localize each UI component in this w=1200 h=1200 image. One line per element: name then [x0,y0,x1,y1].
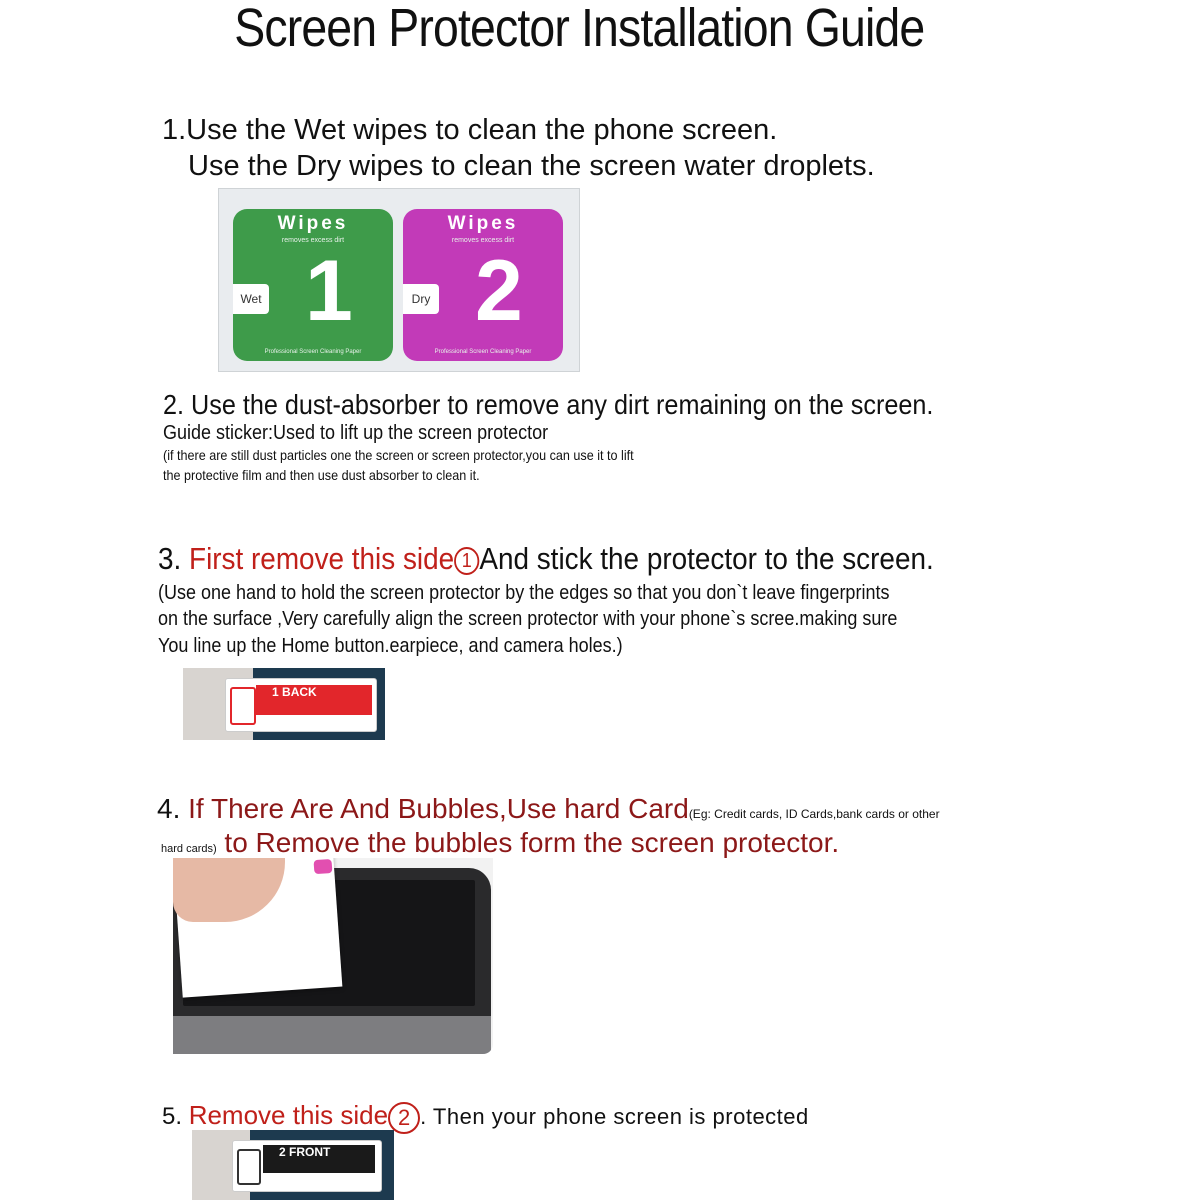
dry-wipe-sub: removes excess dirt [451,237,515,244]
step4-small-text: (Eg: Credit cards, ID Cards,bank cards or other [688,807,940,821]
step2-line1: 2. Use the dust-absorber to remove any dirt remaining on the screen. [163,389,934,420]
step2-note1: (if there are still dust particles one the screen or screen protector,you can use it to lift [163,447,634,463]
dry-wipe-label: Wipes [447,213,519,234]
wipes-image [218,188,580,372]
wet-wipe-number: 1 [305,243,353,339]
step3-paragraph3: You line up the Home button.earpiece, and camera holes.) [158,635,623,657]
step1-line2: Use the Dry wipes to clean the screen water droplets. [188,150,875,182]
phone-icon [230,687,256,725]
step3-heading [158,540,934,578]
wet-wipe-tag: Wet [233,284,269,314]
step5-number: 5. [162,1103,189,1130]
step5-red-text: Remove this side [188,1100,389,1130]
dry-wipe-tag: Dry [403,284,439,314]
front-sticker-number: 2 [279,1145,286,1159]
step2-line2: Guide sticker:Used to lift up the screen protector [163,422,549,444]
back-sticker-number: 1 [272,685,279,699]
dry-wipe-pack [403,209,563,361]
step4-small-text2: hard cards) [161,843,217,855]
step3-circled-number: 1 [454,547,479,575]
step2-note2: the protective film and then use dust absorber to clean it. [163,467,480,483]
dry-wipe-foot: Professional Screen Cleaning Paper [434,349,532,355]
front-sticker-text: FRONT [289,1145,331,1159]
step3-number: 3. [158,541,190,576]
step4-number: 4. [157,793,189,824]
step5-circled-number: 2 [388,1102,420,1134]
front-sticker-image [192,1130,394,1200]
back-sticker-text: BACK [282,685,317,699]
step3-paragraph1: (Use one hand to hold the screen protector by the edges so that you don`t leave fingerprints [158,582,890,604]
step3-paragraph2: on the surface ,Very carefully align the screen protector with your phone`s scree.making sure [158,608,898,630]
back-sticker-image [183,668,385,740]
step4-red-text: If There Are And Bubbles,Use hard Card [188,793,689,824]
wet-wipe-foot: Professional Screen Cleaning Paper [264,349,362,355]
hard-card-photo [173,858,493,1054]
step4-line1 [157,792,940,826]
step5-line [162,1098,809,1134]
step3-rest: And stick the protector to the screen. [479,541,934,576]
page-title: Screen Protector Installation Guide [234,0,925,58]
wet-wipe-label: Wipes [277,213,349,234]
wet-wipe-pack [233,209,393,361]
dry-wipe-number: 2 [475,243,523,339]
back-sticker-label [272,685,317,699]
step1-line1: 1.Use the Wet wipes to clean the phone screen. [162,114,778,146]
front-sticker-label [279,1145,330,1159]
step4-red-text2: to Remove the bubbles form the screen protector. [216,827,840,858]
wet-wipe-sub: removes excess dirt [281,237,345,244]
phone-icon [237,1149,261,1185]
step5-rest: . Then your phone screen is protected [420,1104,809,1129]
step3-red-text: First remove this side [189,541,455,576]
